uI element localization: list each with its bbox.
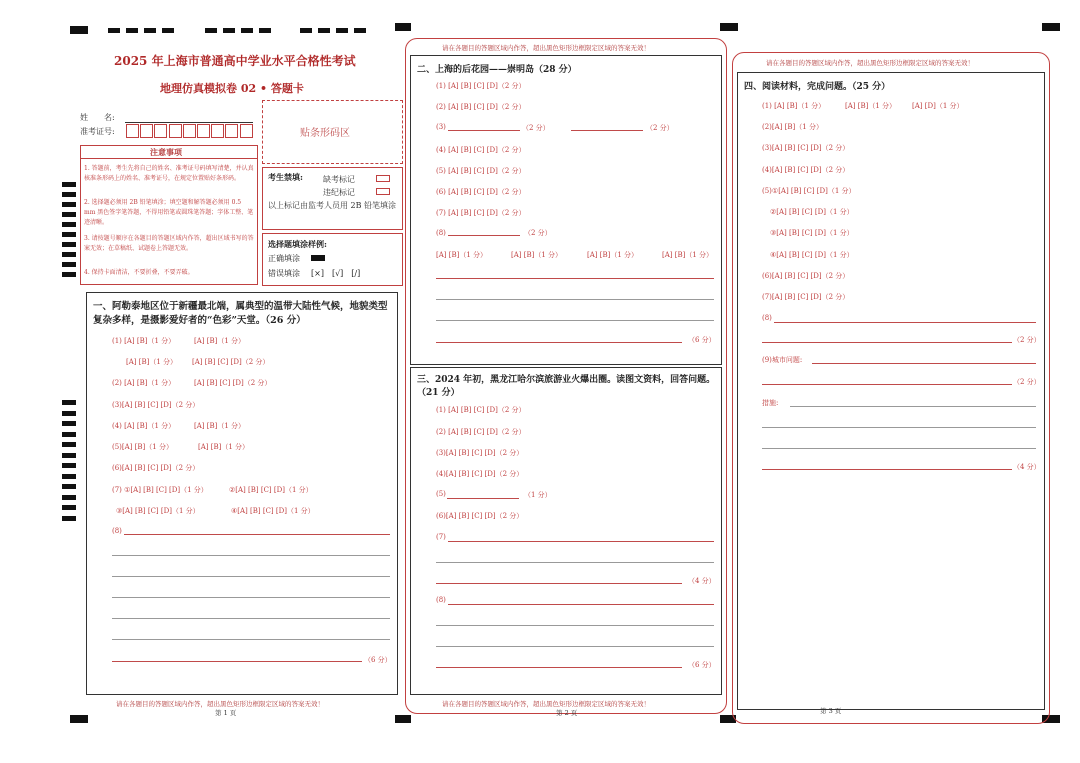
id-digit-box[interactable] [197, 124, 210, 138]
timing-mark [62, 182, 76, 187]
id-digit-box[interactable] [225, 124, 238, 138]
absent-note: 以上标记由监考人员用 2B 铅笔填涂 [268, 201, 397, 210]
timing-mark [62, 202, 76, 207]
timing-mark [259, 28, 271, 33]
footer-note-2-top: 请在各题目的答题区域内作答，超出黑色矩形边框限定区域的答案无效！ [442, 44, 650, 52]
s4-q1-extra-1[interactable]: [A] [B]（1 分） [845, 102, 897, 110]
timing-mark [62, 222, 76, 227]
s2-q9-score: （6 分） [688, 336, 716, 344]
timing-mark [318, 28, 330, 33]
s2-q3-blank1[interactable] [448, 130, 520, 131]
section-2-title: 二、上海的后花园——崇明岛（28 分） [417, 65, 577, 75]
notice-item: 2. 选择题必须用 2B 铅笔填涂；填空题和解答题必须用 0.5 mm 黑色签字笔答题，不得用铅笔或圆珠笔答题；字体工整、笔迹清晰。 [84, 199, 254, 226]
id-digit-box[interactable] [126, 124, 139, 138]
s2-choice[interactable]: (8) [436, 229, 446, 237]
s2-q9-line[interactable] [436, 278, 714, 279]
s2-q8-blank[interactable] [448, 235, 520, 236]
s1-choice[interactable]: ③[A] [B] [C] [D]（1 分） [116, 507, 200, 515]
s1-choice[interactable]: (7) ①[A] [B] [C] [D]（1 分） [112, 486, 208, 494]
s1-choice[interactable]: (3)[A] [B] [C] [D]（2 分） [112, 401, 200, 409]
s2-choice[interactable]: (4) [A] [B] [C] [D]（2 分） [436, 146, 526, 154]
footer-note-3-top: 请在各题目的答题区域内作答，超出黑色矩形边框限定区域的答案无效！ [766, 59, 974, 67]
violation-checkbox[interactable] [376, 188, 390, 195]
s4-q8-line1[interactable] [774, 322, 1036, 323]
s4-choice[interactable]: (4)[A] [B] [C] [D]（2 分） [762, 166, 850, 174]
timing-mark [126, 28, 138, 33]
s3-choice[interactable]: (8) [436, 596, 446, 604]
id-digit-box[interactable] [240, 124, 253, 138]
timing-mark [70, 26, 88, 34]
id-digit-box[interactable] [140, 124, 153, 138]
name-label: 姓 名: [80, 113, 115, 122]
s2-choice[interactable]: (7) [A] [B] [C] [D]（2 分） [436, 209, 526, 217]
section-4-title: 四、阅读材料，完成问题。（25 分） [744, 82, 891, 92]
s1-choice[interactable]: [A] [B] [C] [D]（2 分） [194, 379, 272, 387]
timing-mark [62, 400, 76, 405]
timing-mark [62, 421, 76, 426]
s4-choice[interactable]: (7)[A] [B] [C] [D]（2 分） [762, 293, 850, 301]
s1-q8-line[interactable] [112, 555, 390, 556]
s1-q8-line[interactable] [112, 661, 362, 662]
timing-mark [720, 23, 738, 31]
s3-choice[interactable]: (4)[A] [B] [C] [D]（2 分） [436, 470, 524, 478]
timing-mark [162, 28, 174, 33]
s1-choice[interactable]: (1) [A] [B]（1 分） [112, 337, 176, 345]
timing-mark [62, 212, 76, 217]
s4-q8-score: （2 分） [1013, 336, 1041, 344]
s4-q9-score: （2 分） [1013, 378, 1041, 386]
s2-choice[interactable]: (2) [A] [B] [C] [D]（2 分） [436, 103, 526, 111]
footer-note-1: 请在各题目的答题区域内作答，超出黑色矩形边框限定区域的答案无效！ [116, 700, 324, 708]
timing-mark [62, 232, 76, 237]
timing-mark [62, 192, 76, 197]
id-digit-box[interactable] [154, 124, 167, 138]
s3-choice[interactable]: (2) [A] [B] [C] [D]（2 分） [436, 428, 526, 436]
s2-q8-score: （2 分） [524, 229, 552, 237]
s4-choice[interactable]: (6)[A] [B] [C] [D]（2 分） [762, 272, 850, 280]
sample-wrong-marks: [×] [√] [/] [311, 269, 361, 278]
s1-choice[interactable]: (2) [A] [B]（1 分） [112, 379, 176, 387]
s2-q3-score1: （2 分） [522, 124, 550, 132]
notice-title: 注意事项 [150, 147, 182, 157]
section-1-title: 一、阿勒泰地区位于新疆最北端，属典型的温带大陆性气候，地貌类型复杂多样，是摄影爱好者的“色彩”天堂。（26 分） [93, 301, 388, 326]
s1-choice[interactable]: [A] [B] [C] [D]（2 分） [192, 358, 270, 366]
notice-item: 1. 答题前，考生先将自己的姓名、准考证号码填写清楚，并认真核准条形码上的姓名、准考证号，在规定位置贴好条形码。 [84, 165, 254, 182]
notice-item: 3. 请按题号顺序在各题目的答题区域内作答，超出区域书写的答案无效；在草稿纸、试题卷上答题无效。 [84, 235, 254, 252]
s4-choice[interactable]: ②[A] [B] [C] [D]（1 分） [770, 208, 854, 216]
notice-item: 4. 保持卡面清洁，不要折叠，不要弄破。 [84, 269, 194, 276]
timing-mark [62, 505, 76, 510]
timing-mark [62, 484, 76, 489]
s4-choice[interactable]: (1) [A] [B]（1 分） [762, 102, 826, 110]
s2-q9-line[interactable] [436, 320, 714, 321]
timing-mark [144, 28, 156, 33]
s4-choice[interactable]: ③[A] [B] [C] [D]（1 分） [770, 229, 854, 237]
exam-title: 2025 年上海市普通高中学业水平合格性考试 [114, 54, 356, 68]
s4-measures-line1[interactable] [790, 406, 1036, 407]
timing-mark [223, 28, 235, 33]
s1-choice[interactable]: [A] [B]（1 分） [198, 443, 250, 451]
timing-mark [108, 28, 120, 33]
s1-choice[interactable]: ④[A] [B] [C] [D]（1 分） [231, 507, 315, 515]
s4-q9-label: (9)城市问题: [762, 356, 803, 364]
absent-label: 考生禁填: [268, 172, 303, 182]
missing-checkbox[interactable] [376, 175, 390, 182]
missing-label: 缺考标记 [323, 175, 355, 184]
s3-choice[interactable]: (7) [436, 533, 446, 541]
s2-q9-line[interactable] [436, 299, 714, 300]
s4-q1-extra-2[interactable]: [A] [D]（1 分） [912, 102, 964, 110]
s3-answer-line[interactable] [436, 562, 714, 563]
page-number-3: 第 3 页 [820, 707, 842, 715]
s1-q8-label: (8) [112, 527, 122, 535]
s2-q9-line[interactable] [436, 342, 682, 343]
s2-q9-choice[interactable]: [A] [B]（1 分） [436, 251, 488, 259]
footer-note-2: 请在各题目的答题区域内作答，超出黑色矩形边框限定区域的答案无效！ [442, 700, 650, 708]
name-field[interactable] [125, 122, 253, 123]
s3-answer-line[interactable] [436, 667, 682, 668]
timing-mark [62, 262, 76, 267]
id-label: 准考证号: [80, 127, 115, 136]
timing-mark [62, 442, 76, 447]
s1-q8-line[interactable] [112, 597, 390, 598]
s4-measures-label: 措施: [762, 399, 779, 407]
s1-choice[interactable]: [A] [B]（1 分） [126, 358, 178, 366]
id-digit-box[interactable] [211, 124, 224, 138]
s1-choice[interactable]: (5)[A] [B]（1 分） [112, 443, 173, 451]
timing-mark [62, 252, 76, 257]
timing-mark [62, 495, 76, 500]
s3-q8-score: （6 分） [688, 661, 716, 669]
s2-q9-choice[interactable]: [A] [B]（1 分） [662, 251, 714, 259]
s1-q8-score: （6 分） [364, 656, 392, 664]
s4-q9-line1[interactable] [812, 363, 1036, 364]
s3-answer-line[interactable] [436, 583, 682, 584]
s3-choice[interactable]: (1) [A] [B] [C] [D]（2 分） [436, 406, 526, 414]
s4-measures-score: （4 分） [1013, 463, 1041, 471]
s3-answer-line[interactable] [448, 541, 714, 542]
s1-choice[interactable]: (4) [A] [B]（1 分） [112, 422, 176, 430]
s4-choice[interactable]: (5)①[A] [B] [C] [D]（1 分） [762, 187, 856, 195]
s3-q5-score: （1 分） [524, 491, 552, 499]
s4-choice[interactable]: ④[A] [B] [C] [D]（1 分） [770, 251, 854, 259]
section-3-title: 三、2024 年初，黑龙江哈尔滨旅游业火爆出圈。读图文资料，回答问题。（21 分） [417, 375, 716, 398]
s3-q5-blank[interactable] [447, 498, 519, 499]
s3-answer-line[interactable] [436, 646, 714, 647]
timing-mark [62, 463, 76, 468]
timing-mark [336, 28, 348, 33]
s3-answer-line[interactable] [436, 625, 714, 626]
s4-choice[interactable]: (8) [762, 314, 772, 322]
timing-mark [62, 272, 76, 277]
timing-mark [62, 432, 76, 437]
timing-mark [62, 242, 76, 247]
s1-choice[interactable]: [A] [B]（1 分） [194, 337, 246, 345]
timing-mark [62, 411, 76, 416]
page-number-1: 第 1 页 [215, 709, 237, 717]
s2-choice[interactable]: (1) [A] [B] [C] [D]（2 分） [436, 82, 526, 90]
s4-q9-line2[interactable] [762, 384, 1012, 385]
s4-choice[interactable]: (2)[A] [B]（1 分） [762, 123, 823, 131]
s2-choice[interactable]: (3) [436, 123, 446, 131]
s3-q7-score: （4 分） [688, 577, 716, 585]
s4-measures-line2[interactable] [762, 427, 1036, 428]
id-digit-box[interactable] [169, 124, 182, 138]
timing-mark [70, 715, 88, 723]
violation-label: 违纪标记 [323, 188, 355, 197]
s1-choice[interactable]: (6)[A] [B] [C] [D]（2 分） [112, 464, 200, 472]
s3-choice[interactable]: (5) [436, 490, 446, 498]
timing-mark [1042, 23, 1060, 31]
s2-choice[interactable]: (6) [A] [B] [C] [D]（2 分） [436, 188, 526, 196]
s2-q9-choice[interactable]: [A] [B]（1 分） [511, 251, 563, 259]
timing-mark [205, 28, 217, 33]
s1-q8-line[interactable] [112, 639, 390, 640]
timing-mark [300, 28, 312, 33]
s3-answer-line[interactable] [448, 604, 714, 605]
sample-filled-box [311, 255, 325, 261]
s1-q8-line[interactable] [112, 618, 390, 619]
s1-q8-line[interactable] [124, 534, 390, 535]
timing-mark [354, 28, 366, 33]
id-digit-box[interactable] [183, 124, 196, 138]
timing-mark [395, 23, 411, 31]
timing-mark [241, 28, 253, 33]
s1-q8-line[interactable] [112, 576, 390, 577]
s4-measures-line3[interactable] [762, 448, 1036, 449]
s1-choice[interactable]: ②[A] [B] [C] [D]（1 分） [229, 486, 313, 494]
barcode-label: 贴条形码区 [300, 128, 350, 139]
page-number-2: 第 2 页 [556, 709, 578, 717]
sample-correct: 正确填涂 [268, 254, 300, 263]
s3-choice[interactable]: (3)[A] [B] [C] [D]（2 分） [436, 449, 524, 457]
sample-title: 选择题填涂样例: [268, 239, 327, 249]
s3-choice[interactable]: (6)[A] [B] [C] [D]（2 分） [436, 512, 524, 520]
s2-q9-choice[interactable]: [A] [B]（1 分） [587, 251, 639, 259]
s4-q8-line2[interactable] [762, 342, 1012, 343]
s4-choice[interactable]: (3)[A] [B] [C] [D]（2 分） [762, 144, 850, 152]
s2-choice[interactable]: (5) [A] [B] [C] [D]（2 分） [436, 167, 526, 175]
exam-subtitle: 地理仿真模拟卷 02 • 答题卡 [160, 82, 304, 95]
s1-choice[interactable]: [A] [B]（1 分） [194, 422, 246, 430]
s2-q3-blank2[interactable] [571, 130, 643, 131]
s2-q3-score2: （2 分） [646, 124, 674, 132]
timing-mark [395, 715, 411, 723]
timing-mark [62, 474, 76, 479]
timing-mark [62, 453, 76, 458]
timing-mark [62, 516, 76, 521]
s4-measures-line4[interactable] [762, 469, 1012, 470]
sample-wrong: 错误填涂 [268, 269, 300, 278]
